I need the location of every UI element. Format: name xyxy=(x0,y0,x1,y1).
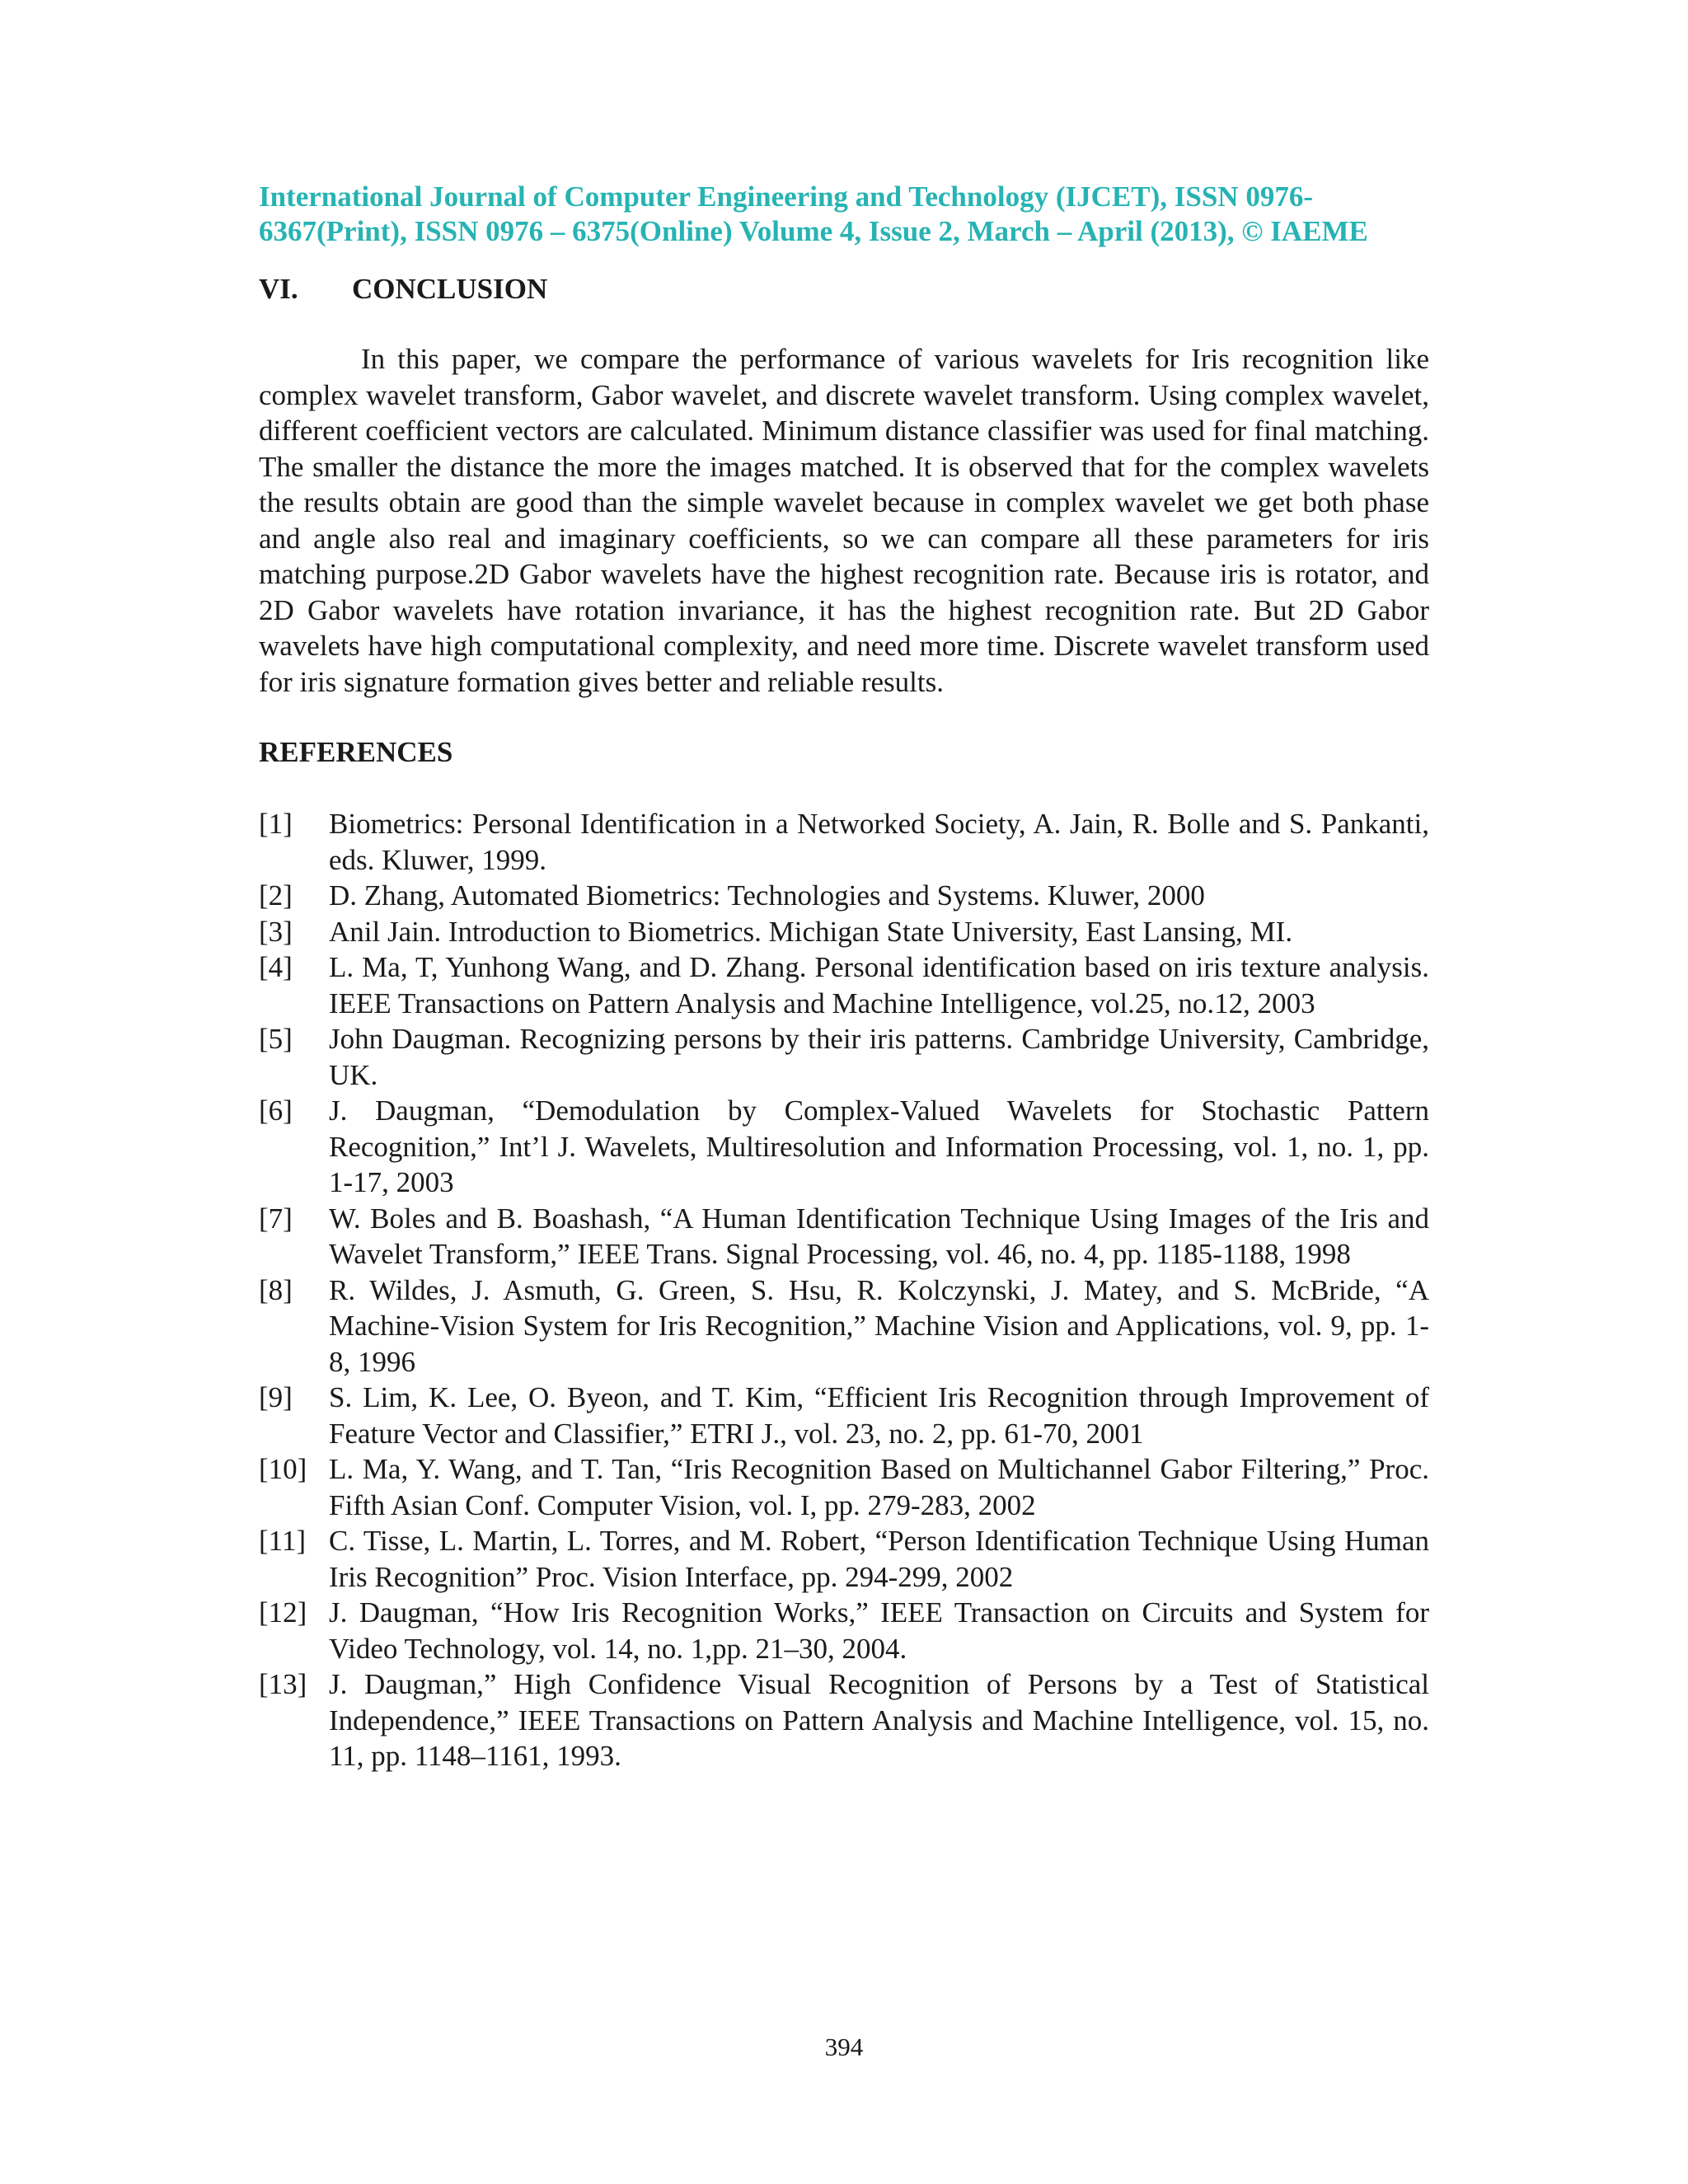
reference-item xyxy=(259,1523,1429,1595)
reference-item xyxy=(259,1093,1429,1201)
reference-item xyxy=(259,878,1429,914)
reference-item xyxy=(259,1201,1429,1272)
reference-number: [12] xyxy=(259,1596,307,1629)
reference-text: L. Ma, T, Yunhong Wang, and D. Zhang. Personal identification based on iris texture analysis. IEEE Transactions on Pattern Analysis and Machine Intelligence, vol.25, no.12, 2003 xyxy=(329,951,1429,1019)
reference-text: J. Daugman, “Demodulation by Complex-Valued Wavelets for Stochastic Pattern Recognition,” Int’l J. Wavelets, Multiresolution and Information Processing, vol. 1, no. 1, pp. 1-17, 2003 xyxy=(329,1094,1429,1198)
reference-item xyxy=(259,1595,1429,1666)
journal-header-line-1: International Journal of Computer Engineering and Technology (IJCET), ISSN 0976- xyxy=(259,180,1313,213)
reference-item xyxy=(259,1666,1429,1774)
reference-text: C. Tisse, L. Martin, L. Torres, and M. Robert, “Person Identification Technique Using Human Iris Recognition” Proc. Vision Interface, pp. 294-299, 2002 xyxy=(329,1525,1429,1593)
reference-number: [9] xyxy=(259,1381,293,1413)
conclusion-paragraph: In this paper, we compare the performance of various wavelets for Iris recognition like complex wavelet transform, Gabor wavelet, and discrete wavelet transform. Using complex wavelet, different coefficient vectors are calculated. Minimum distance classifier was used for final matching. The smaller the distance the more the images matched. It is observed that for the complex wavelets the results obtain are good than the simple wavelet because in complex wavelet we get both phase and angle also real and imaginary coefficients, so we can compare all these parameters for iris matching purpose.2D Gabor wavelets have the highest recognition rate. Because iris is rotator, and 2D Gabor wavelets have rotation invariance, it has the highest recognition rate. But 2D Gabor wavelets have high computational complexity, and need more time. Discrete wavelet transform used for iris signature formation gives better and reliable results. xyxy=(259,343,1429,698)
reference-text: John Daugman. Recognizing persons by their iris patterns. Cambridge University, Cambridge, UK. xyxy=(329,1023,1429,1091)
reference-number: [8] xyxy=(259,1273,293,1306)
reference-text: J. Daugman, “How Iris Recognition Works,” IEEE Transaction on Circuits and System for Video Technology, vol. 14, no. 1,pp. 21–30, 2004. xyxy=(329,1596,1429,1665)
journal-header xyxy=(259,180,1429,249)
reference-item xyxy=(259,1272,1429,1380)
reference-number: [3] xyxy=(259,915,293,948)
section-number: VI. xyxy=(259,273,298,305)
page-number: 394 xyxy=(824,2032,864,2061)
reference-text: S. Lim, K. Lee, O. Byeon, and T. Kim, “Efficient Iris Recognition through Improvement of Feature Vector and Classifier,” ETRI J., vol. 23, no. 2, pp. 61-70, 2001 xyxy=(329,1381,1429,1450)
reference-text: Biometrics: Personal Identification in a Networked Society, A. Jain, R. Bolle and S. Pankanti, eds. Kluwer, 1999. xyxy=(329,808,1429,876)
paper-page xyxy=(259,180,1429,1788)
reference-text: Anil Jain. Introduction to Biometrics. Michigan State University, East Lansing, MI. xyxy=(329,915,1293,948)
reference-text: W. Boles and B. Boashash, “A Human Identification Technique Using Images of the Iris and Wavelet Transform,” IEEE Trans. Signal Processing, vol. 46, no. 4, pp. 1185-1188, 1998 xyxy=(329,1202,1429,1270)
journal-header-line-2: 6367(Print), ISSN 0976 – 6375(Online) Volume 4, Issue 2, March – April (2013), © IAEME xyxy=(259,215,1368,247)
reference-number: [10] xyxy=(259,1453,307,1485)
reference-text: J. Daugman,” High Confidence Visual Recognition of Persons by a Test of Statistical Independence,” IEEE Transactions on Pattern Analysis and Machine Intelligence, vol. 15, no. 11, pp. 1148–1161, 1993. xyxy=(329,1668,1429,1772)
reference-item xyxy=(259,1021,1429,1093)
reference-text: R. Wildes, J. Asmuth, G. Green, S. Hsu, R. Kolczynski, J. Matey, and S. McBride, “A Machine-Vision System for Iris Recognition,” Machine Vision and Applications, vol. 9, pp. 1-8, 1996 xyxy=(329,1273,1429,1378)
reference-text: L. Ma, Y. Wang, and T. Tan, “Iris Recognition Based on Multichannel Gabor Filtering,” Proc. Fifth Asian Conf. Computer Vision, vol. I, pp. 279-283, 2002 xyxy=(329,1453,1429,1521)
reference-item xyxy=(259,1451,1429,1523)
reference-number: [5] xyxy=(259,1023,293,1055)
reference-number: [7] xyxy=(259,1202,293,1235)
reference-number: [11] xyxy=(259,1525,307,1557)
reference-number: [2] xyxy=(259,879,293,912)
reference-text: D. Zhang, Automated Biometrics: Technologies and Systems. Kluwer, 2000 xyxy=(329,879,1205,912)
reference-item xyxy=(259,806,1429,878)
section-title: CONCLUSION xyxy=(352,273,548,305)
section-heading xyxy=(259,272,1429,307)
reference-item xyxy=(259,949,1429,1021)
reference-number: [6] xyxy=(259,1094,293,1127)
reference-number: [4] xyxy=(259,951,293,983)
reference-list xyxy=(259,806,1429,1774)
references-heading: REFERENCES xyxy=(259,736,453,768)
reference-item xyxy=(259,914,1429,950)
reference-number: [1] xyxy=(259,808,293,840)
reference-number: [13] xyxy=(259,1668,307,1700)
reference-item xyxy=(259,1380,1429,1451)
